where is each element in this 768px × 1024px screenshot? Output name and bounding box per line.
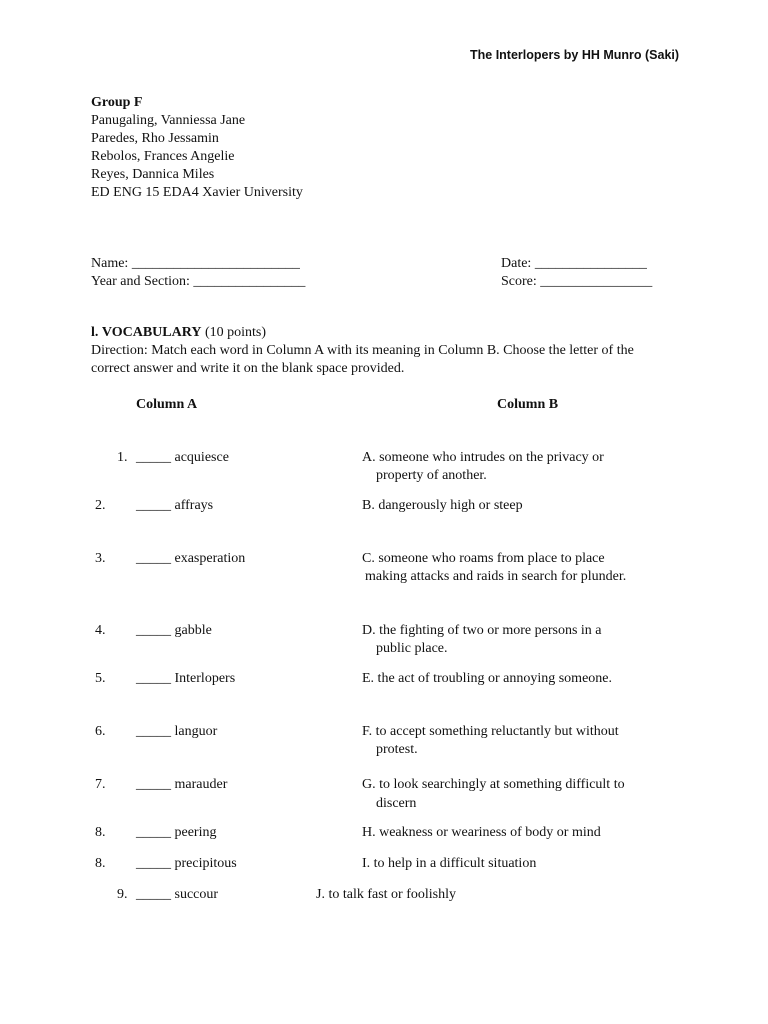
score-label: Score: bbox=[501, 274, 537, 289]
section-title: VOCABULARY bbox=[101, 325, 202, 340]
item-number: 3. bbox=[95, 551, 106, 566]
date-field bbox=[501, 255, 647, 273]
member-name: Panugaling, Vanniessa Jane bbox=[91, 113, 246, 128]
group-info bbox=[91, 94, 303, 202]
item-word: _____ affrays bbox=[136, 498, 214, 513]
item-number: 8. bbox=[95, 856, 106, 871]
item-word: _____ peering bbox=[136, 825, 217, 840]
member-name: Rebolos, Frances Angelie bbox=[91, 149, 235, 164]
item-definition: G. to look searchingly at something difficult to bbox=[362, 777, 625, 792]
item-word: _____ acquiesce bbox=[136, 450, 229, 465]
member-name: Paredes, Rho Jessamin bbox=[91, 131, 219, 146]
year-section-field bbox=[91, 273, 305, 291]
item-word: _____ languor bbox=[136, 724, 218, 739]
column-a-header: Column A bbox=[136, 397, 198, 412]
item-definition: H. weakness or weariness of body or mind bbox=[362, 825, 601, 840]
item-definition-cont: making attacks and raids in search for plunder. bbox=[365, 569, 627, 584]
year-section-label: Year and Section: bbox=[91, 274, 190, 289]
item-word: _____ succour bbox=[136, 887, 219, 902]
running-title: The Interlopers by HH Munro (Saki) bbox=[470, 48, 680, 62]
item-word: _____ exasperation bbox=[136, 551, 246, 566]
name-label: Name: bbox=[91, 256, 129, 271]
item-number: 5. bbox=[95, 671, 106, 686]
item-word: _____ gabble bbox=[136, 623, 212, 638]
item-definition: B. dangerously high or steep bbox=[362, 498, 523, 513]
year-section-blank: ________________ bbox=[193, 274, 306, 289]
date-blank: ________________ bbox=[534, 256, 647, 271]
item-number: 6. bbox=[95, 724, 106, 739]
direction-line-1: Direction: Match each word in Column A with its meaning in Column B. Choose the letter of the bbox=[91, 343, 634, 358]
direction-line-2: correct answer and write it on the blank space provided. bbox=[91, 361, 405, 376]
item-definition: I. to help in a difficult situation bbox=[362, 856, 537, 871]
item-definition-cont: public place. bbox=[376, 641, 448, 656]
score-blank: ________________ bbox=[540, 274, 653, 289]
item-number: 4. bbox=[95, 623, 106, 638]
item-definition: J. to talk fast or foolishly bbox=[316, 887, 456, 902]
item-definition-cont: protest. bbox=[376, 742, 418, 757]
item-definition: A. someone who intrudes on the privacy or bbox=[362, 450, 604, 465]
date-label: Date: bbox=[501, 256, 532, 271]
score-field bbox=[501, 273, 652, 291]
item-word: _____ Interlopers bbox=[136, 671, 236, 686]
name-field bbox=[91, 255, 300, 273]
item-word: _____ precipitous bbox=[136, 856, 237, 871]
section-points: (10 points) bbox=[204, 325, 267, 340]
column-b-header: Column B bbox=[497, 397, 559, 412]
item-definition: D. the fighting of two or more persons in a bbox=[362, 623, 602, 638]
course-info: ED ENG 15 EDA4 Xavier University bbox=[91, 185, 303, 200]
group-title: Group F bbox=[91, 95, 143, 110]
item-number: 1. bbox=[117, 450, 128, 465]
item-number: 2. bbox=[95, 498, 106, 513]
item-definition-cont: property of another. bbox=[376, 468, 487, 483]
item-definition: F. to accept something reluctantly but without bbox=[362, 724, 619, 739]
item-word: _____ marauder bbox=[136, 777, 228, 792]
item-number: 9. bbox=[117, 887, 128, 902]
item-definition-cont: discern bbox=[376, 796, 417, 811]
section-heading bbox=[91, 324, 266, 342]
item-definition: E. the act of troubling or annoying someone. bbox=[362, 671, 612, 686]
member-name: Reyes, Dannica Miles bbox=[91, 167, 215, 182]
name-blank: ________________________ bbox=[131, 256, 300, 271]
section-number: l. bbox=[91, 325, 99, 340]
item-number: 7. bbox=[95, 777, 106, 792]
item-number: 8. bbox=[95, 825, 106, 840]
item-definition: C. someone who roams from place to place bbox=[362, 551, 605, 566]
